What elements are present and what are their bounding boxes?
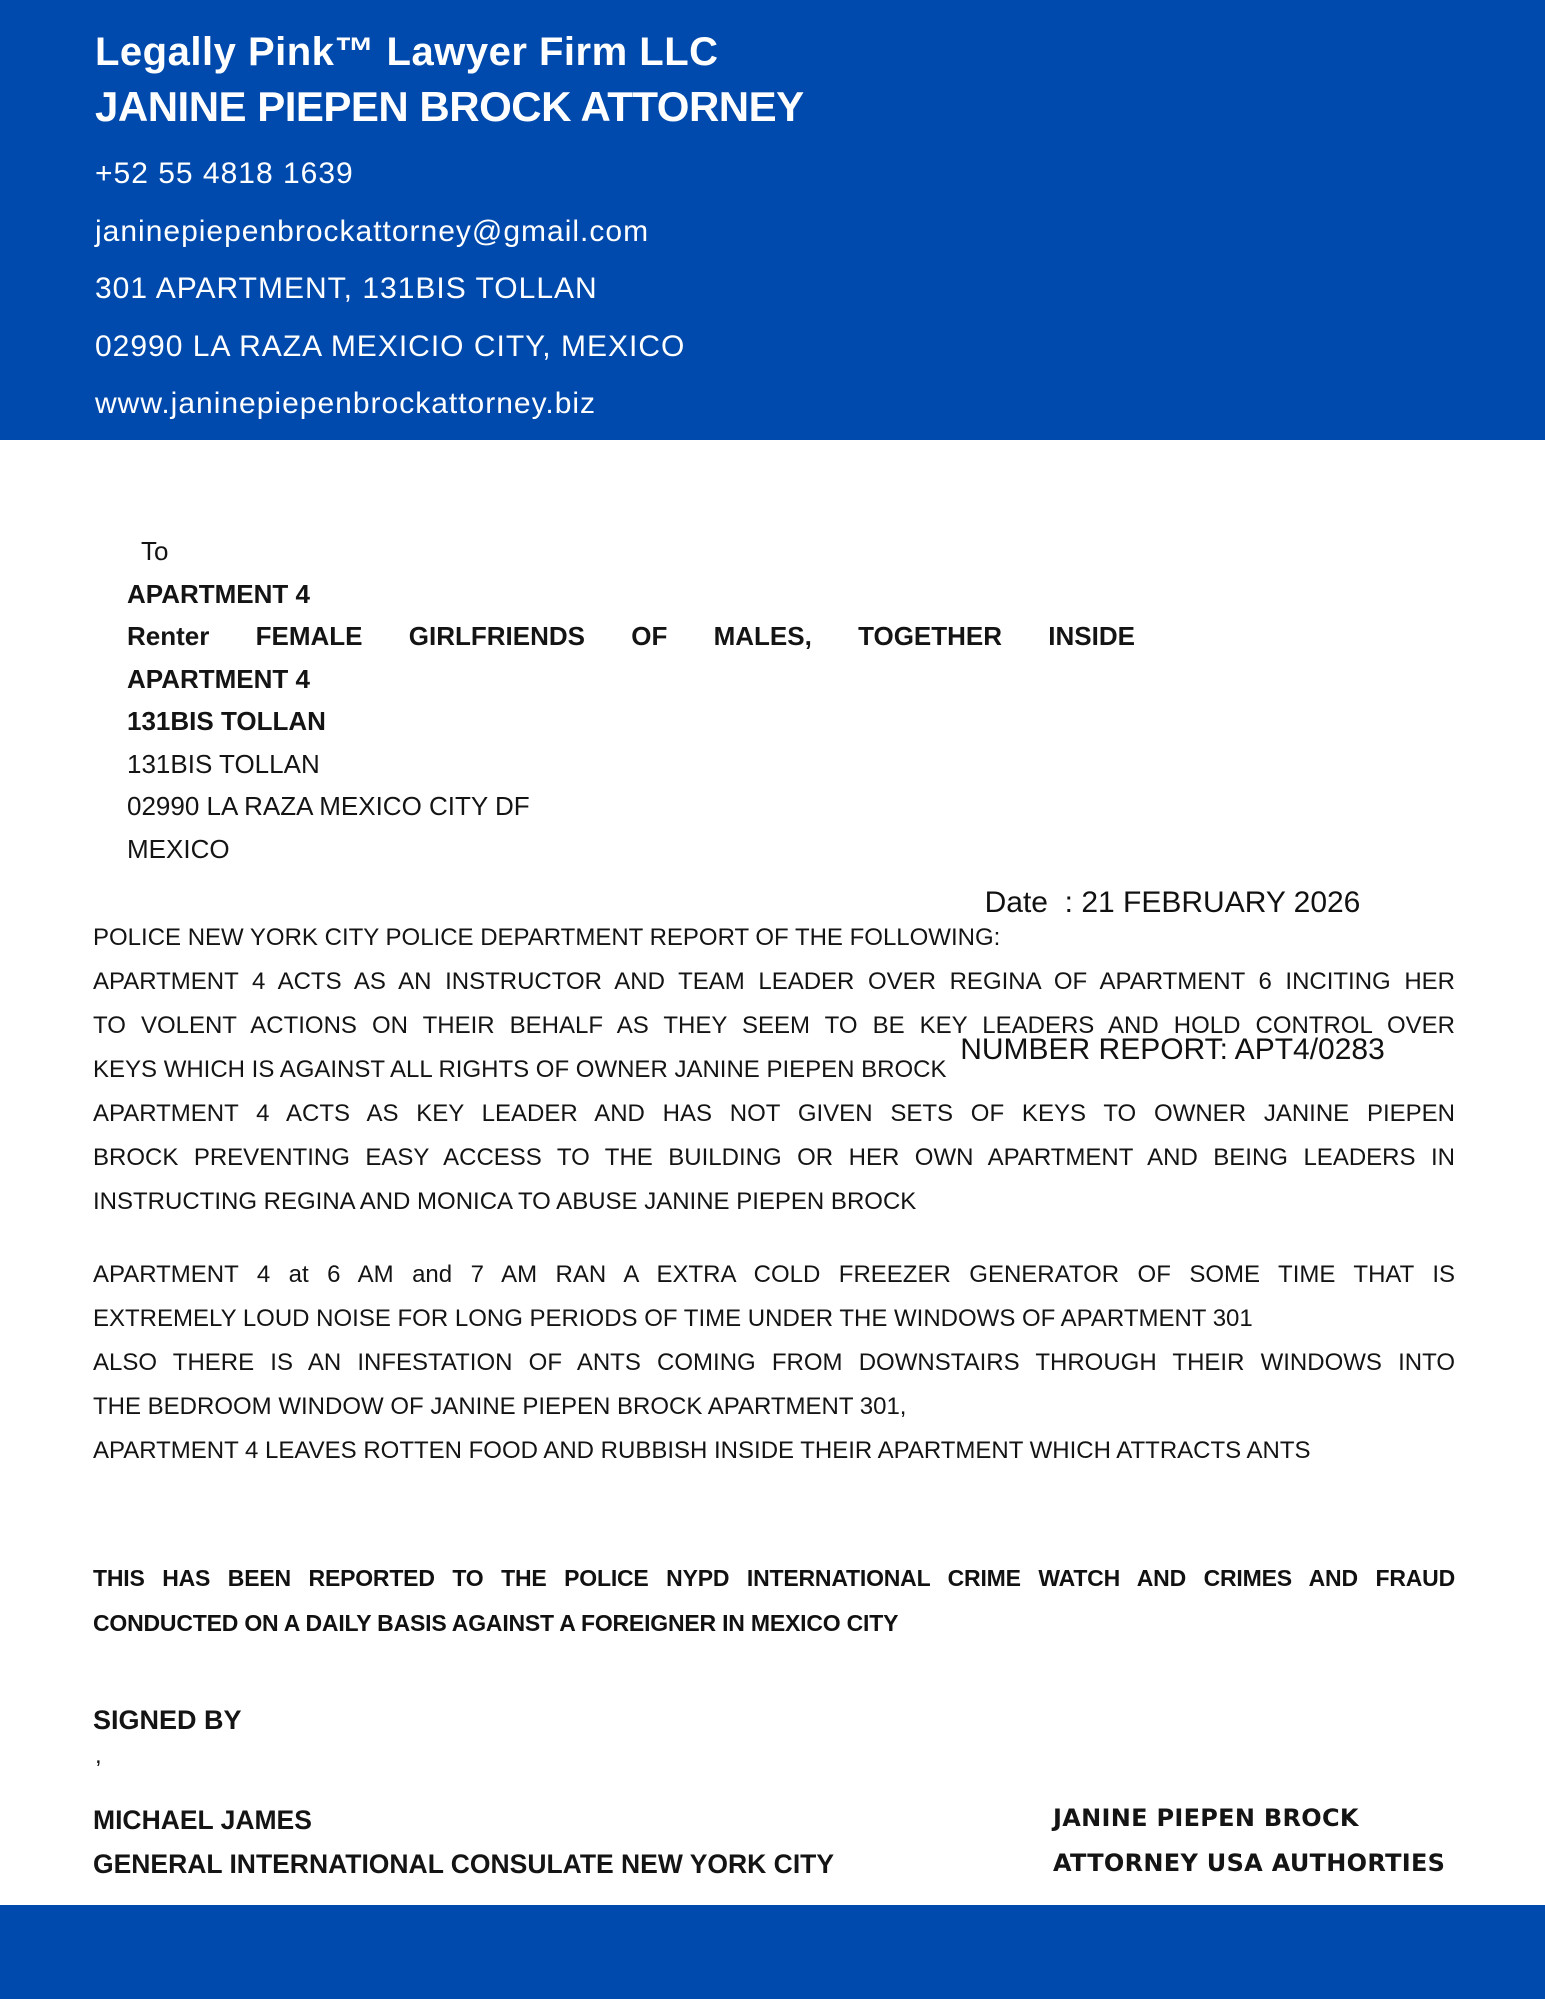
recipient-line-renter: Renter FEMALE GIRLFRIENDS OF MALES, TOGETHER INSIDE xyxy=(127,621,1135,651)
recipient-line-street: 131BIS TOLLAN xyxy=(127,748,320,779)
signature-mark: , xyxy=(95,1742,102,1769)
reported-statement xyxy=(93,1556,1455,1646)
signatory-right-name: JANINE PIEPEN BROCK xyxy=(1053,1804,1359,1832)
signatory-left xyxy=(93,1798,834,1886)
recipient-line-apartment: APARTMENT 4 xyxy=(127,578,310,609)
letterhead-contact-block xyxy=(95,157,1450,421)
firm-name: Legally Pink™ Lawyer Firm LLC xyxy=(95,30,719,74)
email-address: janinepiepenbrockattorney@gmail.com xyxy=(95,214,650,248)
paragraph-gap xyxy=(93,1224,1455,1253)
footer-band xyxy=(0,1905,1545,1999)
body-line: EXTREMELY LOUD NOISE FOR LONG PERIODS OF TIME UNDER THE WINDOWS OF APARTMENT 301 xyxy=(93,1305,1253,1332)
body-line: APARTMENT 4 LEAVES ROTTEN FOOD AND RUBBISH INSIDE THEIR APARTMENT WHICH ATTRACTS ANTS xyxy=(93,1437,1311,1464)
body-line: THE BEDROOM WINDOW OF JANINE PIEPEN BROCK APARTMENT 301, xyxy=(93,1393,907,1420)
reported-line: CONDUCTED ON A DAILY BASIS AGAINST A FOREIGNER IN MEXICO CITY xyxy=(93,1610,899,1636)
body-line: APARTMENT 4 ACTS AS KEY LEADER AND HAS NOT GIVEN SETS OF KEYS TO OWNER JANINE PIEPEN xyxy=(93,1100,1455,1127)
report-date: Date : 21 FEBRUARY 2026 xyxy=(984,886,1361,919)
signatory-right xyxy=(1053,1796,1445,1886)
body-line: TO VOLENT ACTIONS ON THEIR BEHALF AS THEY SEEM TO BE KEY LEADERS AND HOLD CONTROL OVER xyxy=(93,1012,1455,1039)
recipient-line-country: MEXICO xyxy=(127,833,230,864)
letterhead xyxy=(0,0,1545,440)
to-label: To xyxy=(141,536,169,566)
recipient-line-street-bold: 131BIS TOLLAN xyxy=(127,706,326,736)
address-line-2: 02990 LA RAZA MEXICIO CITY, MEXICO xyxy=(95,329,686,363)
address-line-1: 301 APARTMENT, 131BIS TOLLAN xyxy=(95,272,598,306)
body-line: BROCK PREVENTING EASY ACCESS TO THE BUILDING OR HER OWN APARTMENT AND BEING LEADERS IN xyxy=(93,1144,1455,1171)
report-body xyxy=(93,916,1455,1473)
body-line: APARTMENT 4 at 6 AM and 7 AM RAN A EXTRA COLD FREEZER GENERATOR OF SOME TIME THAT IS xyxy=(93,1261,1455,1288)
website-url: www.janinepiepenbrockattorney.biz xyxy=(95,387,597,421)
phone-number: +52 55 4818 1639 xyxy=(95,157,354,191)
reported-line: THIS HAS BEEN REPORTED TO THE POLICE NYPD INTERNATIONAL CRIME WATCH AND CRIMES AND FRAUD xyxy=(93,1565,1455,1591)
signatory-left-name: MICHAEL JAMES xyxy=(93,1805,312,1835)
body-line: APARTMENT 4 ACTS AS AN INSTRUCTOR AND TEAM LEADER OVER REGINA OF APARTMENT 6 INCITING HER xyxy=(93,968,1455,995)
signatory-right-title: ATTORNEY USA AUTHORTIES xyxy=(1053,1849,1446,1877)
signatory-left-title: GENERAL INTERNATIONAL CONSULATE NEW YORK CITY xyxy=(93,1849,835,1879)
report-number: NUMBER REPORT: APT4/0283 xyxy=(960,1033,1385,1066)
body-line: KEYS WHICH IS AGAINST ALL RIGHTS OF OWNER JANINE PIEPEN BROCK xyxy=(93,1056,947,1083)
recipient-line-city: 02990 LA RAZA MEXICO CITY DF xyxy=(127,791,530,821)
body-line: POLICE NEW YORK CITY POLICE DEPARTMENT REPORT OF THE FOLLOWING: xyxy=(93,924,1001,951)
attorney-name: JANINE PIEPEN BROCK ATTORNEY xyxy=(95,82,804,130)
recipient-line-apartment-2: APARTMENT 4 xyxy=(127,663,310,694)
body-line: INSTRUCTING REGINA AND MONICA TO ABUSE JANINE PIEPEN BROCK xyxy=(93,1188,917,1215)
signed-by-label: SIGNED BY xyxy=(93,1705,242,1735)
body-line: ALSO THERE IS AN INFESTATION OF ANTS COMING FROM DOWNSTAIRS THROUGH THEIR WINDOWS INTO xyxy=(93,1349,1455,1376)
